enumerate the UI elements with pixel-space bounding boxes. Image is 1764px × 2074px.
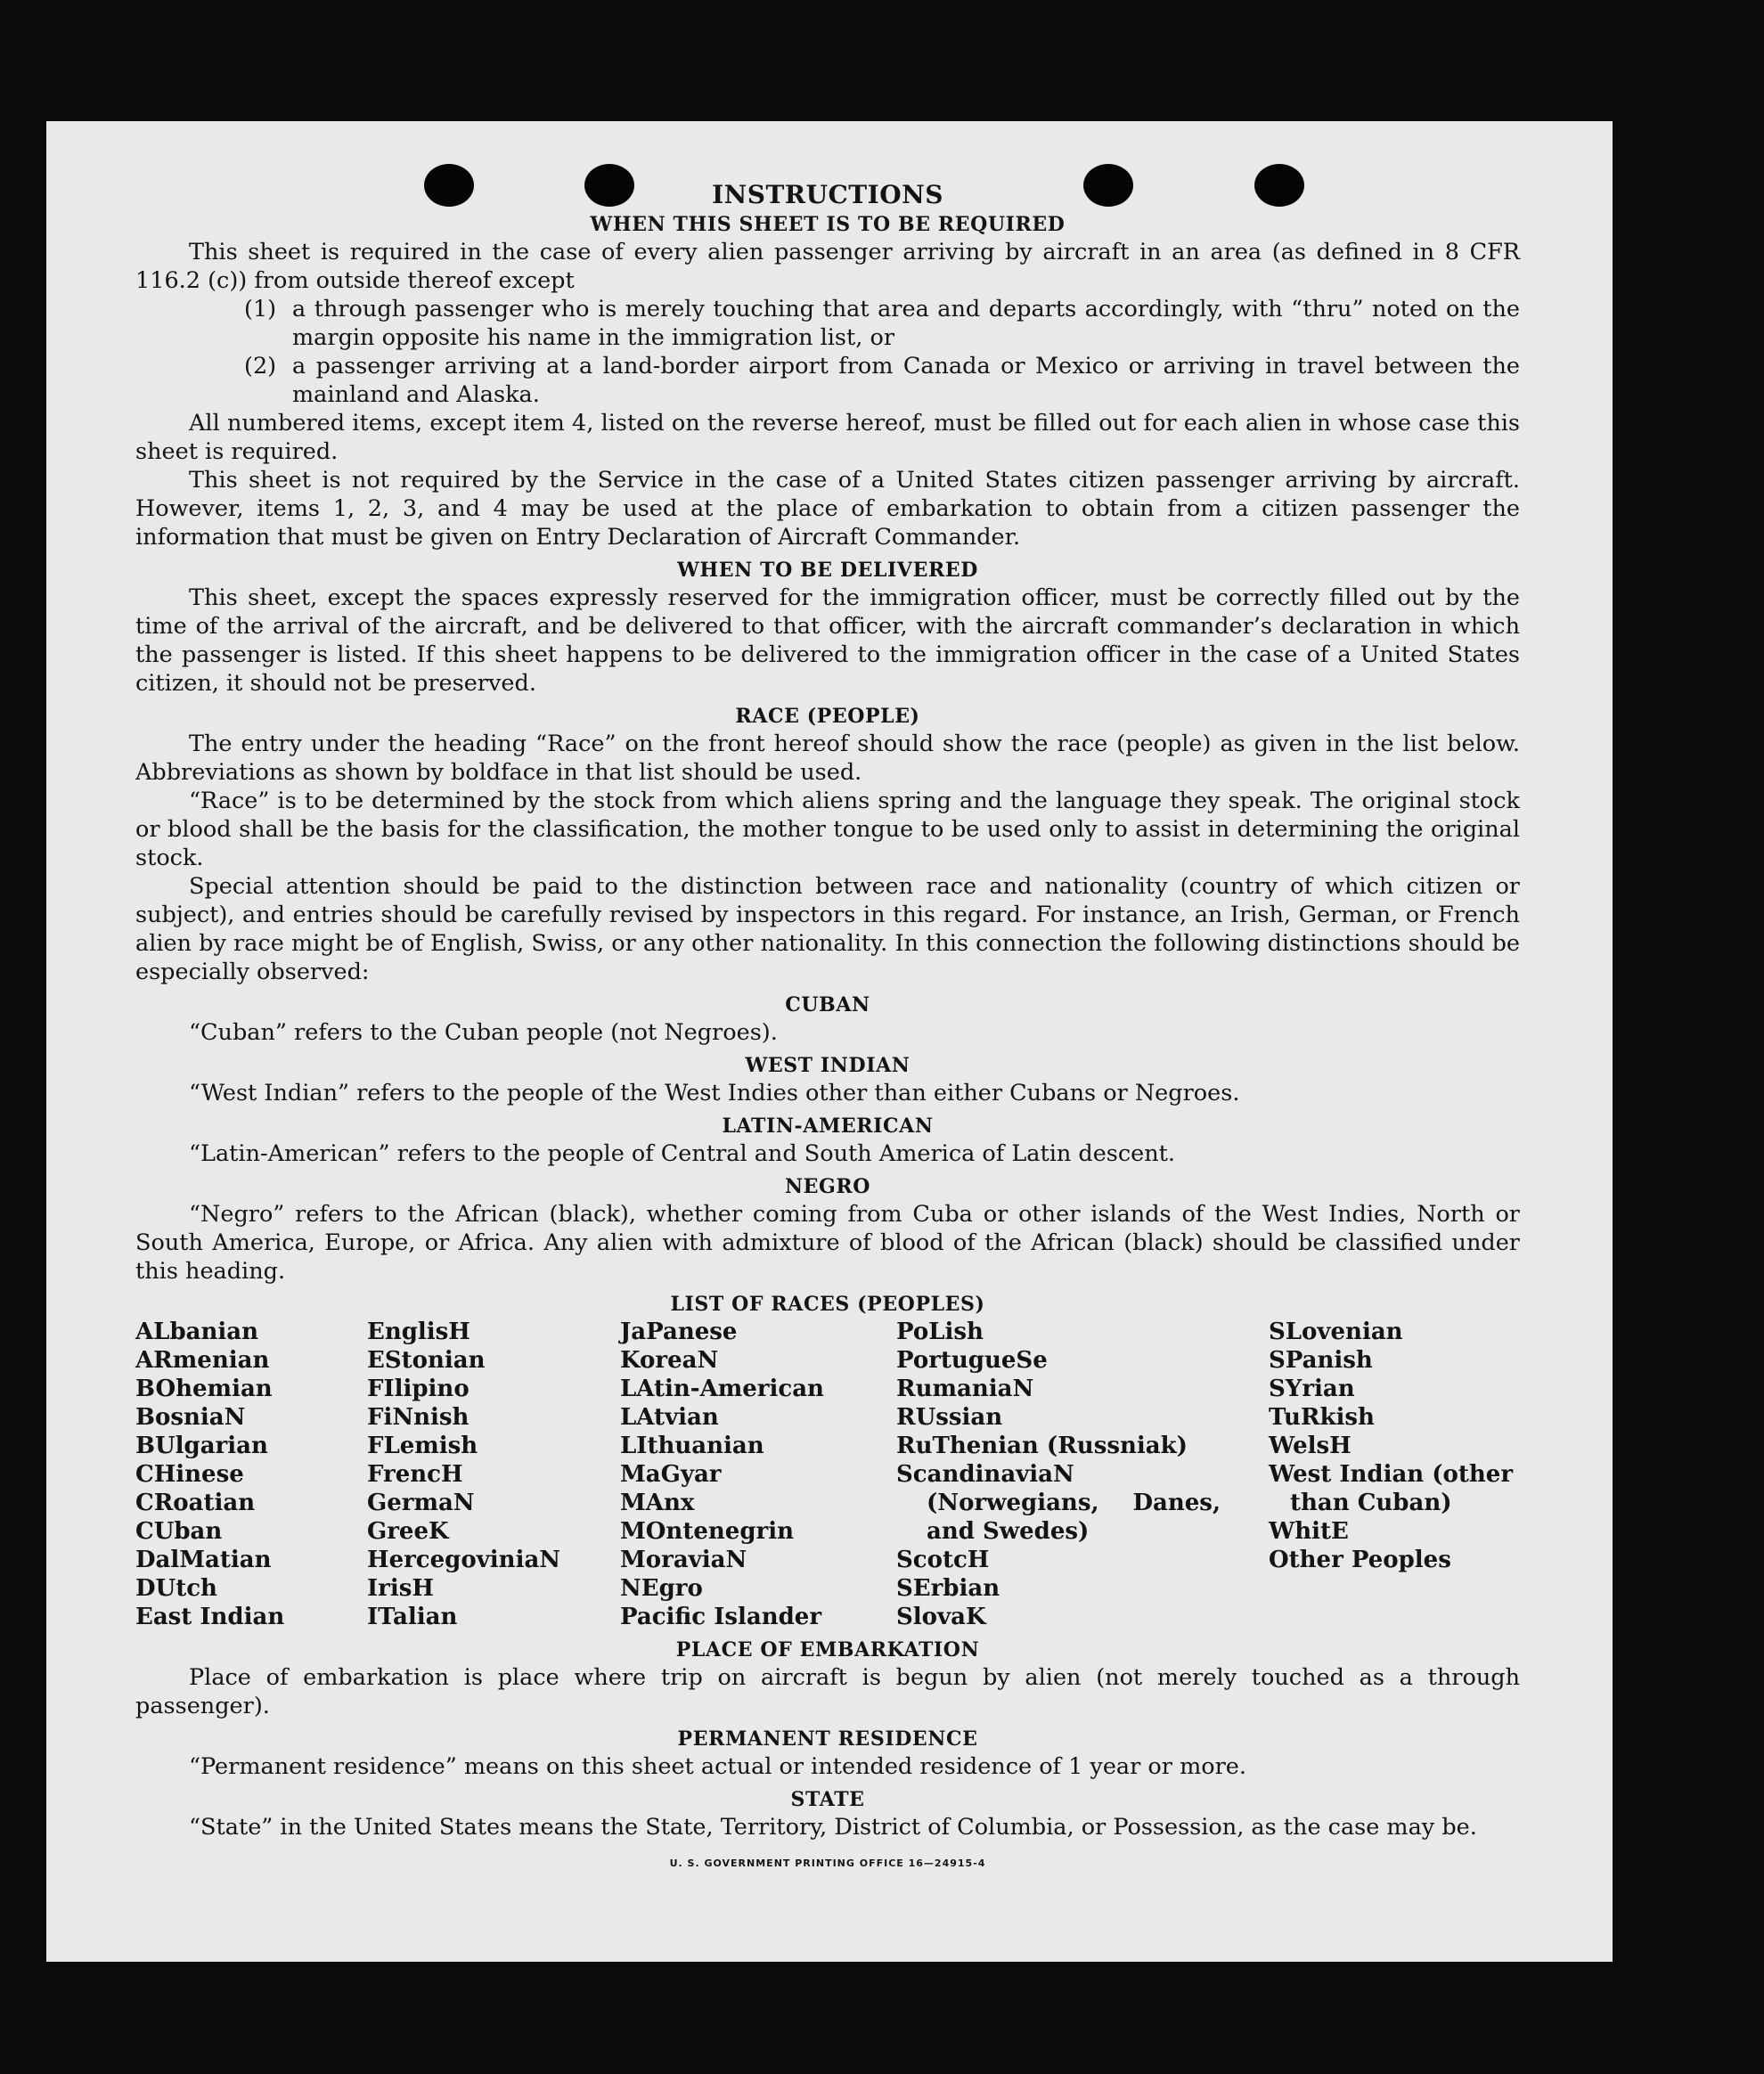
race-item: CHinese bbox=[135, 1461, 244, 1488]
race-item: SPanish bbox=[1269, 1347, 1373, 1374]
race-paragraph-3: Special attention should be paid to the distinction between race and nationality (country of which citizen or subject), and entries should be carefully revised by inspectors in this regard. For instance, an Irish, German, or French alien by race might be of English, Swiss, or any other nationality. In this connection the following distinctions should be especially observed: bbox=[135, 873, 1520, 985]
race-item: HercegoviniaN bbox=[367, 1547, 561, 1573]
definition-heading-latin-american: LATIN-AMERICAN bbox=[722, 1115, 934, 1138]
punch-hole-1 bbox=[424, 164, 474, 207]
race-item: SlovaK bbox=[896, 1604, 986, 1630]
race-item: PoLish bbox=[896, 1319, 984, 1345]
when-required-paragraph-3: This sheet is not required by the Service in the case of a United States citizen passenger arriving by aircraft. However, items 1, 2, 3, and 4 may be used at the place of embarkation to obtain from a citizen passenger the information that must be given on Entry Declaration of Aircraft Commander. bbox=[135, 467, 1520, 551]
races-list bbox=[135, 1318, 1520, 1631]
race-item: SYrian bbox=[1269, 1376, 1355, 1402]
races-column bbox=[135, 1318, 367, 1631]
race-item: RUssian bbox=[896, 1404, 1003, 1431]
races-list-heading: LIST OF RACES (PEOPLES) bbox=[670, 1293, 985, 1316]
section-heading-race: RACE (PEOPLE) bbox=[735, 705, 920, 728]
exception-item bbox=[244, 295, 1520, 352]
race-item: East Indian bbox=[135, 1604, 285, 1630]
race-item: EStonian bbox=[367, 1347, 486, 1374]
race-item: CRoatian bbox=[135, 1490, 256, 1516]
definition-text-west-indian: “West Indian” refers to the people of the West Indies other than either Cubans or Negroes. bbox=[189, 1080, 1240, 1106]
definition-text-cuban: “Cuban” refers to the Cuban people (not Negroes). bbox=[189, 1019, 778, 1046]
race-item: LAtin-American bbox=[620, 1376, 824, 1402]
races-column bbox=[620, 1318, 896, 1631]
race-item: KoreaN bbox=[620, 1347, 719, 1374]
definition-heading-negro: NEGRO bbox=[784, 1175, 871, 1198]
definition-text-latin-american: “Latin-American” refers to the people of Central and South America of Latin descent. bbox=[189, 1140, 1176, 1167]
punch-hole-3 bbox=[1083, 164, 1133, 207]
section-heading-when-delivered: WHEN TO BE DELIVERED bbox=[677, 559, 978, 582]
race-item: IrisH bbox=[367, 1575, 434, 1602]
page-title: INSTRUCTIONS bbox=[712, 180, 943, 209]
when-required-intro: This sheet is required in the case of every alien passenger arriving by aircraft in an area (as defined in 8 CFR 116.2 (c)) from outside thereof except bbox=[135, 239, 1520, 294]
printing-office-line: U. S. GOVERNMENT PRINTING OFFICE 16—24915-4 bbox=[669, 1858, 986, 1869]
race-item: EnglisH bbox=[367, 1319, 470, 1345]
race-item: BOhemian bbox=[135, 1376, 273, 1402]
race-item: SErbian bbox=[896, 1575, 1000, 1602]
exception-number: (2) bbox=[244, 353, 277, 380]
race-paragraph-1: The entry under the heading “Race” on the front hereof should show the race (people) as given in the list below. Abbreviations as shown by boldface in that list should be used. bbox=[135, 731, 1520, 786]
race-item: GreeK bbox=[367, 1518, 449, 1545]
definition-heading-cuban: CUBAN bbox=[785, 993, 870, 1017]
race-item: FrencH bbox=[367, 1461, 463, 1488]
race-item: LIthuanian bbox=[620, 1433, 764, 1459]
race-item: DalMatian bbox=[135, 1547, 272, 1573]
race-item: ScandinaviaN (Norwegians, Danes, and Swedes) bbox=[896, 1461, 1221, 1545]
races-column bbox=[1269, 1318, 1527, 1631]
race-item: West Indian (other than Cuban) bbox=[1269, 1461, 1514, 1516]
definition-heading-west-indian: WEST INDIAN bbox=[745, 1054, 911, 1077]
race-item: FIlipino bbox=[367, 1376, 470, 1402]
race-item: ALbanian bbox=[135, 1319, 259, 1345]
exception-text: a passenger arriving at a land-border airport from Canada or Mexico or arriving in travel between the mainland and Alaska. bbox=[292, 353, 1520, 408]
section-heading-embarkation: PLACE OF EMBARKATION bbox=[675, 1638, 980, 1662]
race-item: RumaniaN bbox=[896, 1376, 1034, 1402]
race-item: SLovenian bbox=[1269, 1319, 1403, 1345]
races-column bbox=[896, 1318, 1269, 1631]
race-item: BUlgarian bbox=[135, 1433, 268, 1459]
race-item: RuThenian (Russniak) bbox=[896, 1433, 1188, 1459]
race-item: PortugueSe bbox=[896, 1347, 1048, 1374]
race-item: ScotcH bbox=[896, 1547, 990, 1573]
race-item: MoraviaN bbox=[620, 1547, 747, 1573]
section-heading-residence: PERMANENT RESIDENCE bbox=[677, 1727, 978, 1751]
race-item: NEgro bbox=[620, 1575, 703, 1602]
race-item: JaPanese bbox=[620, 1319, 738, 1345]
punch-hole-4 bbox=[1254, 164, 1304, 207]
section-heading-state: STATE bbox=[790, 1788, 865, 1811]
punch-hole-2 bbox=[584, 164, 634, 207]
race-item: WelsH bbox=[1269, 1433, 1352, 1459]
document-sheet bbox=[46, 121, 1613, 1962]
race-item: BosniaN bbox=[135, 1404, 246, 1431]
race-item: Pacific Islander bbox=[620, 1604, 822, 1630]
when-delivered-text: This sheet, except the spaces expressly reserved for the immigration officer, must be correctly filled out by the time of the arrival of the aircraft, and be delivered to that officer, with the aircraft commander’s declaration in which the passenger is listed. If this sheet happens to be delivered to the immigration officer in the case of a United States citizen, it should not be preserved. bbox=[135, 584, 1520, 697]
race-item: GermaN bbox=[367, 1490, 475, 1516]
residence-text: “Permanent residence” means on this sheet actual or intended residence of 1 year or more. bbox=[189, 1753, 1246, 1780]
exception-number: (1) bbox=[244, 296, 277, 323]
races-column bbox=[367, 1318, 620, 1631]
state-text: “State” in the United States means the State, Territory, District of Columbia, or Possession, as the case may be. bbox=[189, 1814, 1477, 1841]
definition-text-negro: “Negro” refers to the African (black), whether coming from Cuba or other islands of the West Indies, North or South America, Europe, or Africa. Any alien with admixture of blood of the African (black) should be classified under this heading. bbox=[135, 1201, 1520, 1285]
exception-text: a through passenger who is merely touching that area and departs accordingly, with “thru” noted on the margin opposite his name in the immigration list, or bbox=[292, 296, 1520, 351]
race-item: MOntenegrin bbox=[620, 1518, 794, 1545]
race-item: LAtvian bbox=[620, 1404, 719, 1431]
section-heading-when-required: WHEN THIS SHEET IS TO BE REQUIRED bbox=[590, 213, 1066, 236]
race-item: ARmenian bbox=[135, 1347, 270, 1374]
when-required-paragraph-2: All numbered items, except item 4, listed on the reverse hereof, must be filled out for each alien in whose case this sheet is required. bbox=[135, 410, 1520, 465]
race-item: Other Peoples bbox=[1269, 1547, 1451, 1573]
race-item: MaGyar bbox=[620, 1461, 722, 1488]
exception-item bbox=[244, 352, 1520, 409]
race-item: TuRkish bbox=[1269, 1404, 1375, 1431]
race-item: WhitE bbox=[1269, 1518, 1349, 1545]
race-item: MAnx bbox=[620, 1490, 695, 1516]
race-item: FLemish bbox=[367, 1433, 478, 1459]
embarkation-text: Place of embarkation is place where trip on aircraft is begun by alien (not merely touched as a through passenger). bbox=[135, 1664, 1520, 1719]
race-item: DUtch bbox=[135, 1575, 217, 1602]
race-paragraph-2: “Race” is to be determined by the stock from which aliens spring and the language they speak. The original stock or blood shall be the basis for the classification, the mother tongue to be used only to assist in determining the original stock. bbox=[135, 788, 1520, 871]
race-item: CUban bbox=[135, 1518, 223, 1545]
race-item: ITalian bbox=[367, 1604, 458, 1630]
race-item: FiNnish bbox=[367, 1404, 470, 1431]
